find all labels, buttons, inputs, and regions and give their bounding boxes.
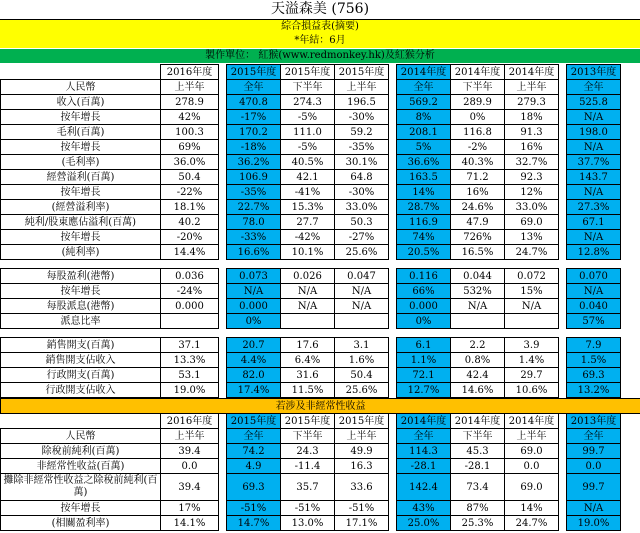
value-cell: 69.0 — [505, 474, 559, 501]
period-header-row — [1, 65, 640, 80]
value-cell: 111.0 — [281, 125, 335, 140]
value-cell: 14.1% — [161, 516, 219, 531]
row-label: 人民幣 — [1, 80, 161, 95]
value-cell: 30.1% — [335, 155, 389, 170]
value-cell: 全年 — [227, 80, 281, 95]
value-cell: -51% — [281, 501, 335, 516]
value-cell: 87% — [451, 501, 505, 516]
value-cell: 18.1% — [161, 200, 219, 215]
value-cell: 0.0 — [505, 459, 559, 474]
value-cell: 71.2 — [451, 170, 505, 185]
value-cell: 40.5% — [281, 155, 335, 170]
value-cell: 1.1% — [397, 353, 451, 368]
value-cell: 10.6% — [505, 383, 559, 398]
value-cell: 569.2 — [397, 95, 451, 110]
value-cell: 0.0 — [567, 459, 621, 474]
value-cell: 2015年度 — [227, 414, 281, 429]
value-cell: 42.1 — [281, 170, 335, 185]
value-cell: 0.073 — [227, 269, 281, 284]
value-cell: 74% — [397, 230, 451, 245]
value-cell: 上半年 — [335, 429, 389, 444]
non-recurring-table — [0, 398, 640, 531]
table-row — [1, 245, 640, 260]
value-cell: 279.3 — [505, 95, 559, 110]
row-label: (毛利率) — [1, 155, 161, 170]
value-cell: 116.9 — [397, 215, 451, 230]
value-cell: 0.036 — [161, 269, 219, 284]
value-cell: 35.7 — [281, 474, 335, 501]
value-cell: 13% — [505, 230, 559, 245]
value-cell: 69.0 — [505, 444, 559, 459]
table-row — [1, 170, 640, 185]
income-table — [0, 64, 640, 398]
value-cell: 17.4% — [227, 383, 281, 398]
value-cell: 0.072 — [505, 269, 559, 284]
value-cell: 114.3 — [397, 444, 451, 459]
table-row — [1, 383, 640, 398]
spacer-row — [1, 260, 640, 269]
row-label: 派息比率 — [1, 314, 161, 329]
value-cell: 6.4% — [281, 353, 335, 368]
half-header-row — [1, 429, 640, 444]
value-cell: 3.9 — [505, 338, 559, 353]
value-cell: 3.1 — [335, 338, 389, 353]
value-cell: 42.4 — [451, 368, 505, 383]
value-cell: 下半年 — [281, 429, 335, 444]
value-cell: 0.070 — [567, 269, 621, 284]
value-cell: 2014年度 — [505, 65, 559, 80]
value-cell: -11.4 — [281, 459, 335, 474]
value-cell: 10.1% — [281, 245, 335, 260]
value-cell — [335, 314, 389, 329]
row-label: 按年增長 — [1, 230, 161, 245]
value-cell: N/A — [335, 284, 389, 299]
value-cell: 0% — [227, 314, 281, 329]
value-cell: 69.0 — [505, 215, 559, 230]
value-cell: 14.6% — [451, 383, 505, 398]
value-cell: 14% — [505, 501, 559, 516]
value-cell: 16% — [505, 140, 559, 155]
value-cell: 16.6% — [227, 245, 281, 260]
value-cell: -30% — [335, 110, 389, 125]
table-row — [1, 155, 640, 170]
value-cell: 72.1 — [397, 368, 451, 383]
value-cell: 53.1 — [161, 368, 219, 383]
value-cell: 74.2 — [227, 444, 281, 459]
value-cell: 142.4 — [397, 474, 451, 501]
value-cell: -33% — [227, 230, 281, 245]
value-cell: 17.6 — [281, 338, 335, 353]
period-header-row — [1, 414, 640, 429]
value-cell: 0.047 — [335, 269, 389, 284]
row-label: 經營溢利(百萬) — [1, 170, 161, 185]
value-cell: -24% — [161, 284, 219, 299]
value-cell: 726% — [451, 230, 505, 245]
value-cell: 20.7 — [227, 338, 281, 353]
half-header-row — [1, 80, 640, 95]
value-cell: 25.6% — [335, 245, 389, 260]
value-cell: 8% — [397, 110, 451, 125]
value-cell — [281, 314, 335, 329]
value-cell: 2016年度 — [161, 414, 219, 429]
row-label: 按年增長 — [1, 284, 161, 299]
row-label: 銷售開支(百萬) — [1, 338, 161, 353]
value-cell: 4.4% — [227, 353, 281, 368]
value-cell: 下半年 — [451, 429, 505, 444]
value-cell: 25.6% — [335, 383, 389, 398]
row-label: 按年增長 — [1, 140, 161, 155]
value-cell: -51% — [335, 501, 389, 516]
value-cell: N/A — [567, 230, 621, 245]
value-cell: 66% — [397, 284, 451, 299]
value-cell: 24.7% — [505, 245, 559, 260]
value-cell: 91.3 — [505, 125, 559, 140]
value-cell: 上半年 — [335, 80, 389, 95]
value-cell: 525.8 — [567, 95, 621, 110]
value-cell: 106.9 — [227, 170, 281, 185]
table-row — [1, 314, 640, 329]
value-cell: N/A — [567, 110, 621, 125]
table-row — [1, 269, 640, 284]
row-label: (經營溢利率) — [1, 200, 161, 215]
value-cell: 45.3 — [451, 444, 505, 459]
value-cell: 0.116 — [397, 269, 451, 284]
value-cell: 14% — [397, 185, 451, 200]
value-cell: 82.0 — [227, 368, 281, 383]
value-cell: -18% — [227, 140, 281, 155]
value-cell: -17% — [227, 110, 281, 125]
value-cell: 40.3% — [451, 155, 505, 170]
value-cell: 18% — [505, 110, 559, 125]
value-cell: 12.7% — [397, 383, 451, 398]
value-cell: -35% — [227, 185, 281, 200]
value-cell: 278.9 — [161, 95, 219, 110]
value-cell: 0.026 — [281, 269, 335, 284]
value-cell: 24.6% — [451, 200, 505, 215]
value-cell: N/A — [227, 284, 281, 299]
value-cell: 2016年度 — [161, 65, 219, 80]
value-cell: 2013年度 — [567, 65, 621, 80]
row-label: (純利率) — [1, 245, 161, 260]
table-row — [1, 185, 640, 200]
value-cell: 36.0% — [161, 155, 219, 170]
value-cell: 上半年 — [161, 80, 219, 95]
value-cell: 全年 — [397, 429, 451, 444]
value-cell: 33.0% — [335, 200, 389, 215]
value-cell: -27% — [335, 230, 389, 245]
value-cell: 0.040 — [567, 299, 621, 314]
value-cell: 64.8 — [335, 170, 389, 185]
table-row — [1, 140, 640, 155]
value-cell: -22% — [161, 185, 219, 200]
value-cell: 27.7 — [281, 215, 335, 230]
value-cell: N/A — [281, 284, 335, 299]
value-cell: 2014年度 — [451, 65, 505, 80]
value-cell: 0.044 — [451, 269, 505, 284]
value-cell: 27.3% — [567, 200, 621, 215]
value-cell: 2014年度 — [397, 414, 451, 429]
value-cell: 17% — [161, 501, 219, 516]
value-cell: 29.7 — [505, 368, 559, 383]
value-cell: 19.0% — [161, 383, 219, 398]
table-row — [1, 353, 640, 368]
value-cell: 37.7% — [567, 155, 621, 170]
value-cell: 28.7% — [397, 200, 451, 215]
value-cell: 99.7 — [567, 474, 621, 501]
value-cell: 0.0 — [161, 459, 219, 474]
value-cell: 73.4 — [451, 474, 505, 501]
value-cell: 1.5% — [567, 353, 621, 368]
year-end-note: *年結：6月 — [0, 34, 640, 48]
value-cell: 116.8 — [451, 125, 505, 140]
value-cell: 57% — [567, 314, 621, 329]
table-row — [1, 215, 640, 230]
value-cell: 上半年 — [505, 80, 559, 95]
value-cell: 全年 — [227, 429, 281, 444]
value-cell: 13.0% — [281, 516, 335, 531]
value-cell: N/A — [281, 299, 335, 314]
value-cell: -28.1 — [397, 459, 451, 474]
value-cell: 25.3% — [451, 516, 505, 531]
value-cell: -41% — [281, 185, 335, 200]
value-cell: 11.5% — [281, 383, 335, 398]
spacer-row — [1, 329, 640, 338]
row-label: 毛利(百萬) — [1, 125, 161, 140]
value-cell: 39.4 — [161, 474, 219, 501]
row-label: 攤除非經常性收益之除稅前純利(百萬) — [1, 474, 161, 501]
value-cell: 2014年度 — [505, 414, 559, 429]
value-cell: 15% — [505, 284, 559, 299]
value-cell: 69.3 — [227, 474, 281, 501]
value-cell: 22.7% — [227, 200, 281, 215]
row-label: 每股盈利(港幣) — [1, 269, 161, 284]
value-cell — [505, 314, 559, 329]
row-label: 銷售開支佔收入 — [1, 353, 161, 368]
value-cell: 12.8% — [567, 245, 621, 260]
value-cell: 31.6 — [281, 368, 335, 383]
value-cell: 全年 — [567, 429, 621, 444]
table-row — [1, 284, 640, 299]
value-cell: 7.9 — [567, 338, 621, 353]
value-cell: -42% — [281, 230, 335, 245]
value-cell: 50.4 — [161, 170, 219, 185]
value-cell: 208.1 — [397, 125, 451, 140]
row-label: 行政開支(百萬) — [1, 368, 161, 383]
table-row — [1, 230, 640, 245]
producer-banner: 製作單位： 紅猴(www.redmonkey.hk)及紅猴分析 — [0, 49, 640, 63]
value-cell: 2013年度 — [567, 414, 621, 429]
value-cell: 25.0% — [397, 516, 451, 531]
value-cell: -51% — [227, 501, 281, 516]
row-label: 人民幣 — [1, 429, 161, 444]
value-cell: 1.6% — [335, 353, 389, 368]
value-cell: -5% — [281, 140, 335, 155]
value-cell: 4.9 — [227, 459, 281, 474]
table-row — [1, 516, 640, 531]
value-cell: 92.3 — [505, 170, 559, 185]
value-cell: 13.2% — [567, 383, 621, 398]
value-cell: N/A — [335, 299, 389, 314]
value-cell: 0% — [397, 314, 451, 329]
value-cell: 47.9 — [451, 215, 505, 230]
value-cell: 274.3 — [281, 95, 335, 110]
row-label: 按年增長 — [1, 185, 161, 200]
value-cell: 13.3% — [161, 353, 219, 368]
table-row — [1, 110, 640, 125]
value-cell: 2.2 — [451, 338, 505, 353]
value-cell: 24.3 — [281, 444, 335, 459]
value-cell: 2015年度 — [227, 65, 281, 80]
value-cell: 19.0% — [567, 516, 621, 531]
table-row — [1, 200, 640, 215]
value-cell: 12% — [505, 185, 559, 200]
table-row — [1, 95, 640, 110]
value-cell: 198.0 — [567, 125, 621, 140]
value-cell: 全年 — [397, 80, 451, 95]
value-cell: 100.3 — [161, 125, 219, 140]
value-cell: 143.7 — [567, 170, 621, 185]
value-cell: 16.3 — [335, 459, 389, 474]
row-label: 非經常性收益(百萬) — [1, 459, 161, 474]
section-title: 若涉及非經常性收益 — [1, 399, 640, 414]
value-cell: 2014年度 — [397, 65, 451, 80]
value-cell: N/A — [505, 299, 559, 314]
value-cell: 50.4 — [335, 368, 389, 383]
value-cell: 0.000 — [227, 299, 281, 314]
value-cell: 33.0% — [505, 200, 559, 215]
value-cell: 24.7% — [505, 516, 559, 531]
section-header-row — [1, 399, 640, 414]
value-cell: 43% — [397, 501, 451, 516]
value-cell: N/A — [567, 501, 621, 516]
value-cell: 6.1 — [397, 338, 451, 353]
row-label: (相關盈利率) — [1, 516, 161, 531]
row-label: 按年增長 — [1, 110, 161, 125]
value-cell: 0.8% — [451, 353, 505, 368]
value-cell: 16% — [451, 185, 505, 200]
value-cell: 59.2 — [335, 125, 389, 140]
value-cell: 17.1% — [335, 516, 389, 531]
value-cell: -20% — [161, 230, 219, 245]
value-cell: -28.1 — [451, 459, 505, 474]
table-row — [1, 368, 640, 383]
value-cell: N/A — [567, 284, 621, 299]
value-cell: 2015年度 — [281, 65, 335, 80]
value-cell: 78.0 — [227, 215, 281, 230]
value-cell: 下半年 — [451, 80, 505, 95]
value-cell — [161, 314, 219, 329]
value-cell: 69.3 — [567, 368, 621, 383]
row-label: 每股派息(港幣) — [1, 299, 161, 314]
value-cell: 196.5 — [335, 95, 389, 110]
value-cell: 15.3% — [281, 200, 335, 215]
table-row — [1, 474, 640, 501]
value-cell: 50.3 — [335, 215, 389, 230]
row-label: 純利/股東應佔溢利(百萬) — [1, 215, 161, 230]
value-cell: 5% — [397, 140, 451, 155]
value-cell: 16.5% — [451, 245, 505, 260]
value-cell: -2% — [451, 140, 505, 155]
table-row — [1, 299, 640, 314]
value-cell: N/A — [567, 185, 621, 200]
value-cell: 39.4 — [161, 444, 219, 459]
table-row — [1, 459, 640, 474]
value-cell: N/A — [567, 140, 621, 155]
value-cell: 67.1 — [567, 215, 621, 230]
value-cell: 170.2 — [227, 125, 281, 140]
report-title: 天溢森美 (756) — [270, 1, 370, 17]
row-label: 除稅前純利(百萬) — [1, 444, 161, 459]
row-label: 按年增長 — [1, 501, 161, 516]
table-row — [1, 501, 640, 516]
row-label: 行政開支佔收入 — [1, 383, 161, 398]
value-cell: 532% — [451, 284, 505, 299]
value-cell: 上半年 — [161, 429, 219, 444]
value-cell: 14.7% — [227, 516, 281, 531]
value-cell: 36.6% — [397, 155, 451, 170]
value-cell: 0.000 — [161, 299, 219, 314]
value-cell: 下半年 — [281, 80, 335, 95]
value-cell: 全年 — [567, 80, 621, 95]
value-cell: 0% — [451, 110, 505, 125]
value-cell: 36.2% — [227, 155, 281, 170]
value-cell: 上半年 — [505, 429, 559, 444]
value-cell: 1.4% — [505, 353, 559, 368]
value-cell: 2014年度 — [451, 414, 505, 429]
value-cell: 33.6 — [335, 474, 389, 501]
table-row — [1, 444, 640, 459]
row-label: 收入(百萬) — [1, 95, 161, 110]
value-cell: 32.7% — [505, 155, 559, 170]
value-cell: 69% — [161, 140, 219, 155]
value-cell: N/A — [451, 299, 505, 314]
value-cell: 42% — [161, 110, 219, 125]
value-cell: 40.2 — [161, 215, 219, 230]
value-cell: 163.5 — [397, 170, 451, 185]
value-cell: 20.5% — [397, 245, 451, 260]
table-row — [1, 125, 640, 140]
value-cell: -5% — [281, 110, 335, 125]
value-cell: 14.4% — [161, 245, 219, 260]
value-cell — [451, 314, 505, 329]
table-row — [1, 338, 640, 353]
value-cell: 0.000 — [397, 299, 451, 314]
report-subtitle: 綜合損益表(摘要) — [0, 19, 640, 34]
value-cell: 2015年度 — [281, 414, 335, 429]
value-cell: 2015年度 — [335, 414, 389, 429]
value-cell: 49.9 — [335, 444, 389, 459]
value-cell: 99.7 — [567, 444, 621, 459]
value-cell: -30% — [335, 185, 389, 200]
value-cell: -35% — [335, 140, 389, 155]
value-cell: 289.9 — [451, 95, 505, 110]
value-cell: 470.8 — [227, 95, 281, 110]
value-cell: 2015年度 — [335, 65, 389, 80]
value-cell: 37.1 — [161, 338, 219, 353]
